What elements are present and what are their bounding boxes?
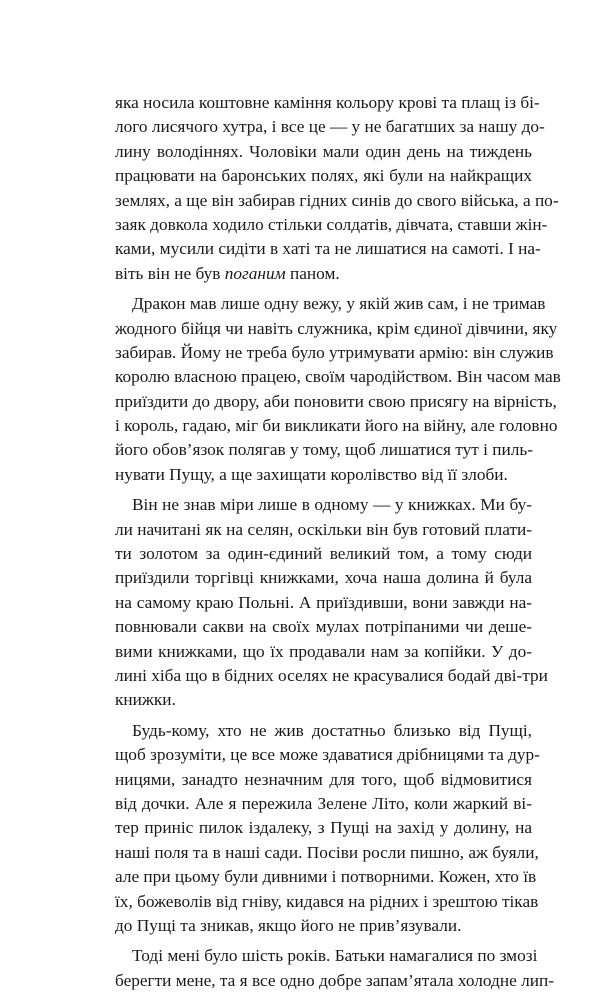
text-line: забирав. Йому не треба було утримувати армію: він служив (115, 342, 554, 362)
text-line: лину володіннях. Чоловіки мали один день на тиждень (115, 141, 532, 161)
text-line: лині хіба що в бідних оселях не красувалися бодай дві-три (115, 665, 548, 685)
text-line: берегти мене, та я все одно добре запам’ятала холодне лип- (115, 970, 554, 990)
text-line: землях, а ще він забирав гідних синів до свого війська, а по- (115, 190, 559, 210)
text-line: Дракон мав лише одну вежу, у якій жив сам, і не тримав (132, 294, 546, 314)
text-line: книжки. (115, 690, 176, 710)
text-line: королю власною працею, своїм чародійством. Він часом мав (115, 367, 561, 387)
text-line: тер приніс пилок іздалеку, з Пущі на захід у долину, на (115, 818, 532, 838)
text-fragment: віть він не був (115, 263, 225, 283)
text-line: працювати на баронських полях, які були на найкращих (115, 166, 532, 186)
text-line: Тоді мені було шість років. Батьки намагалися по змозі (132, 946, 538, 966)
text-line: на самому краю Польні. А приїздивши, вони завжди на- (115, 592, 532, 612)
text-line: лого лисячого хутра, і все це — у не багатших за нашу до- (115, 117, 545, 137)
text-line: їх, божеволів від гніву, кидався на рідних і зрештою тікав (115, 891, 539, 911)
text-line: до Пущі та зникав, якщо його не прив’язували. (115, 915, 462, 935)
text-line: але при цьому були дивними і потворними. Кожен, хто їв (115, 867, 537, 887)
text-line: наші поля та в наші сади. Посіви росли пишно, аж буяли, (115, 842, 539, 862)
text-line: Він не знав міри лише в одному — у книжках. Ми бу- (132, 495, 532, 515)
text-line: від дочки. Але я пережила Зелене Літо, коли жаркий ві- (115, 793, 532, 813)
text-line: його обов’язок полягав у тому, щоб лишатися тут і пиль- (115, 440, 533, 460)
text-line: заяк довкола ходило стільки солдатів, дівчата, ставши жін- (115, 214, 548, 234)
text-line (115, 262, 532, 286)
text-fragment: паном. (285, 263, 340, 283)
text-line: ницями, занадто незначним для того, щоб відмовитися (115, 769, 532, 789)
text-line: приїздити до двору, аби поновити свою присягу на вірність, (115, 391, 557, 411)
text-line: щоб зрозуміти, це все може здаватися дрібницями та дур- (115, 745, 540, 765)
emphasized-word: поганим (224, 263, 286, 283)
text-line: приїздили торгівці книжками, хоча наша долина й була (115, 568, 532, 588)
text-line: повнювали сакви на своїх мулах потріпаними чи деше- (115, 617, 532, 637)
text-line: яка носила коштовне каміння кольору крові та плащ із бі- (115, 93, 540, 112)
text-line: жодного бійця чи навіть служника, крім єдиної дівчини, яку (115, 318, 558, 338)
text-line: ти золотом за один-єдиний великий том, а тому сюди (115, 544, 532, 564)
text-line: нувати Пущу, а ще захищати королівство від її злоби. (115, 464, 508, 484)
text-line: вими книжками, що їх продавали нам за копійки. У до- (115, 641, 532, 661)
text-line: Будь-кому, хто не жив достатньо близько від Пущі, (132, 720, 532, 740)
text-line: ками, мусили сидіти в хаті та не лишатися на самоті. І на- (115, 239, 541, 259)
text-line: ли начитані як на селян, оскільки він був готовий плати- (115, 519, 532, 539)
text-line: і король, гадаю, міг би викликати його на війну, але головно (115, 416, 558, 436)
body-text (115, 91, 561, 993)
